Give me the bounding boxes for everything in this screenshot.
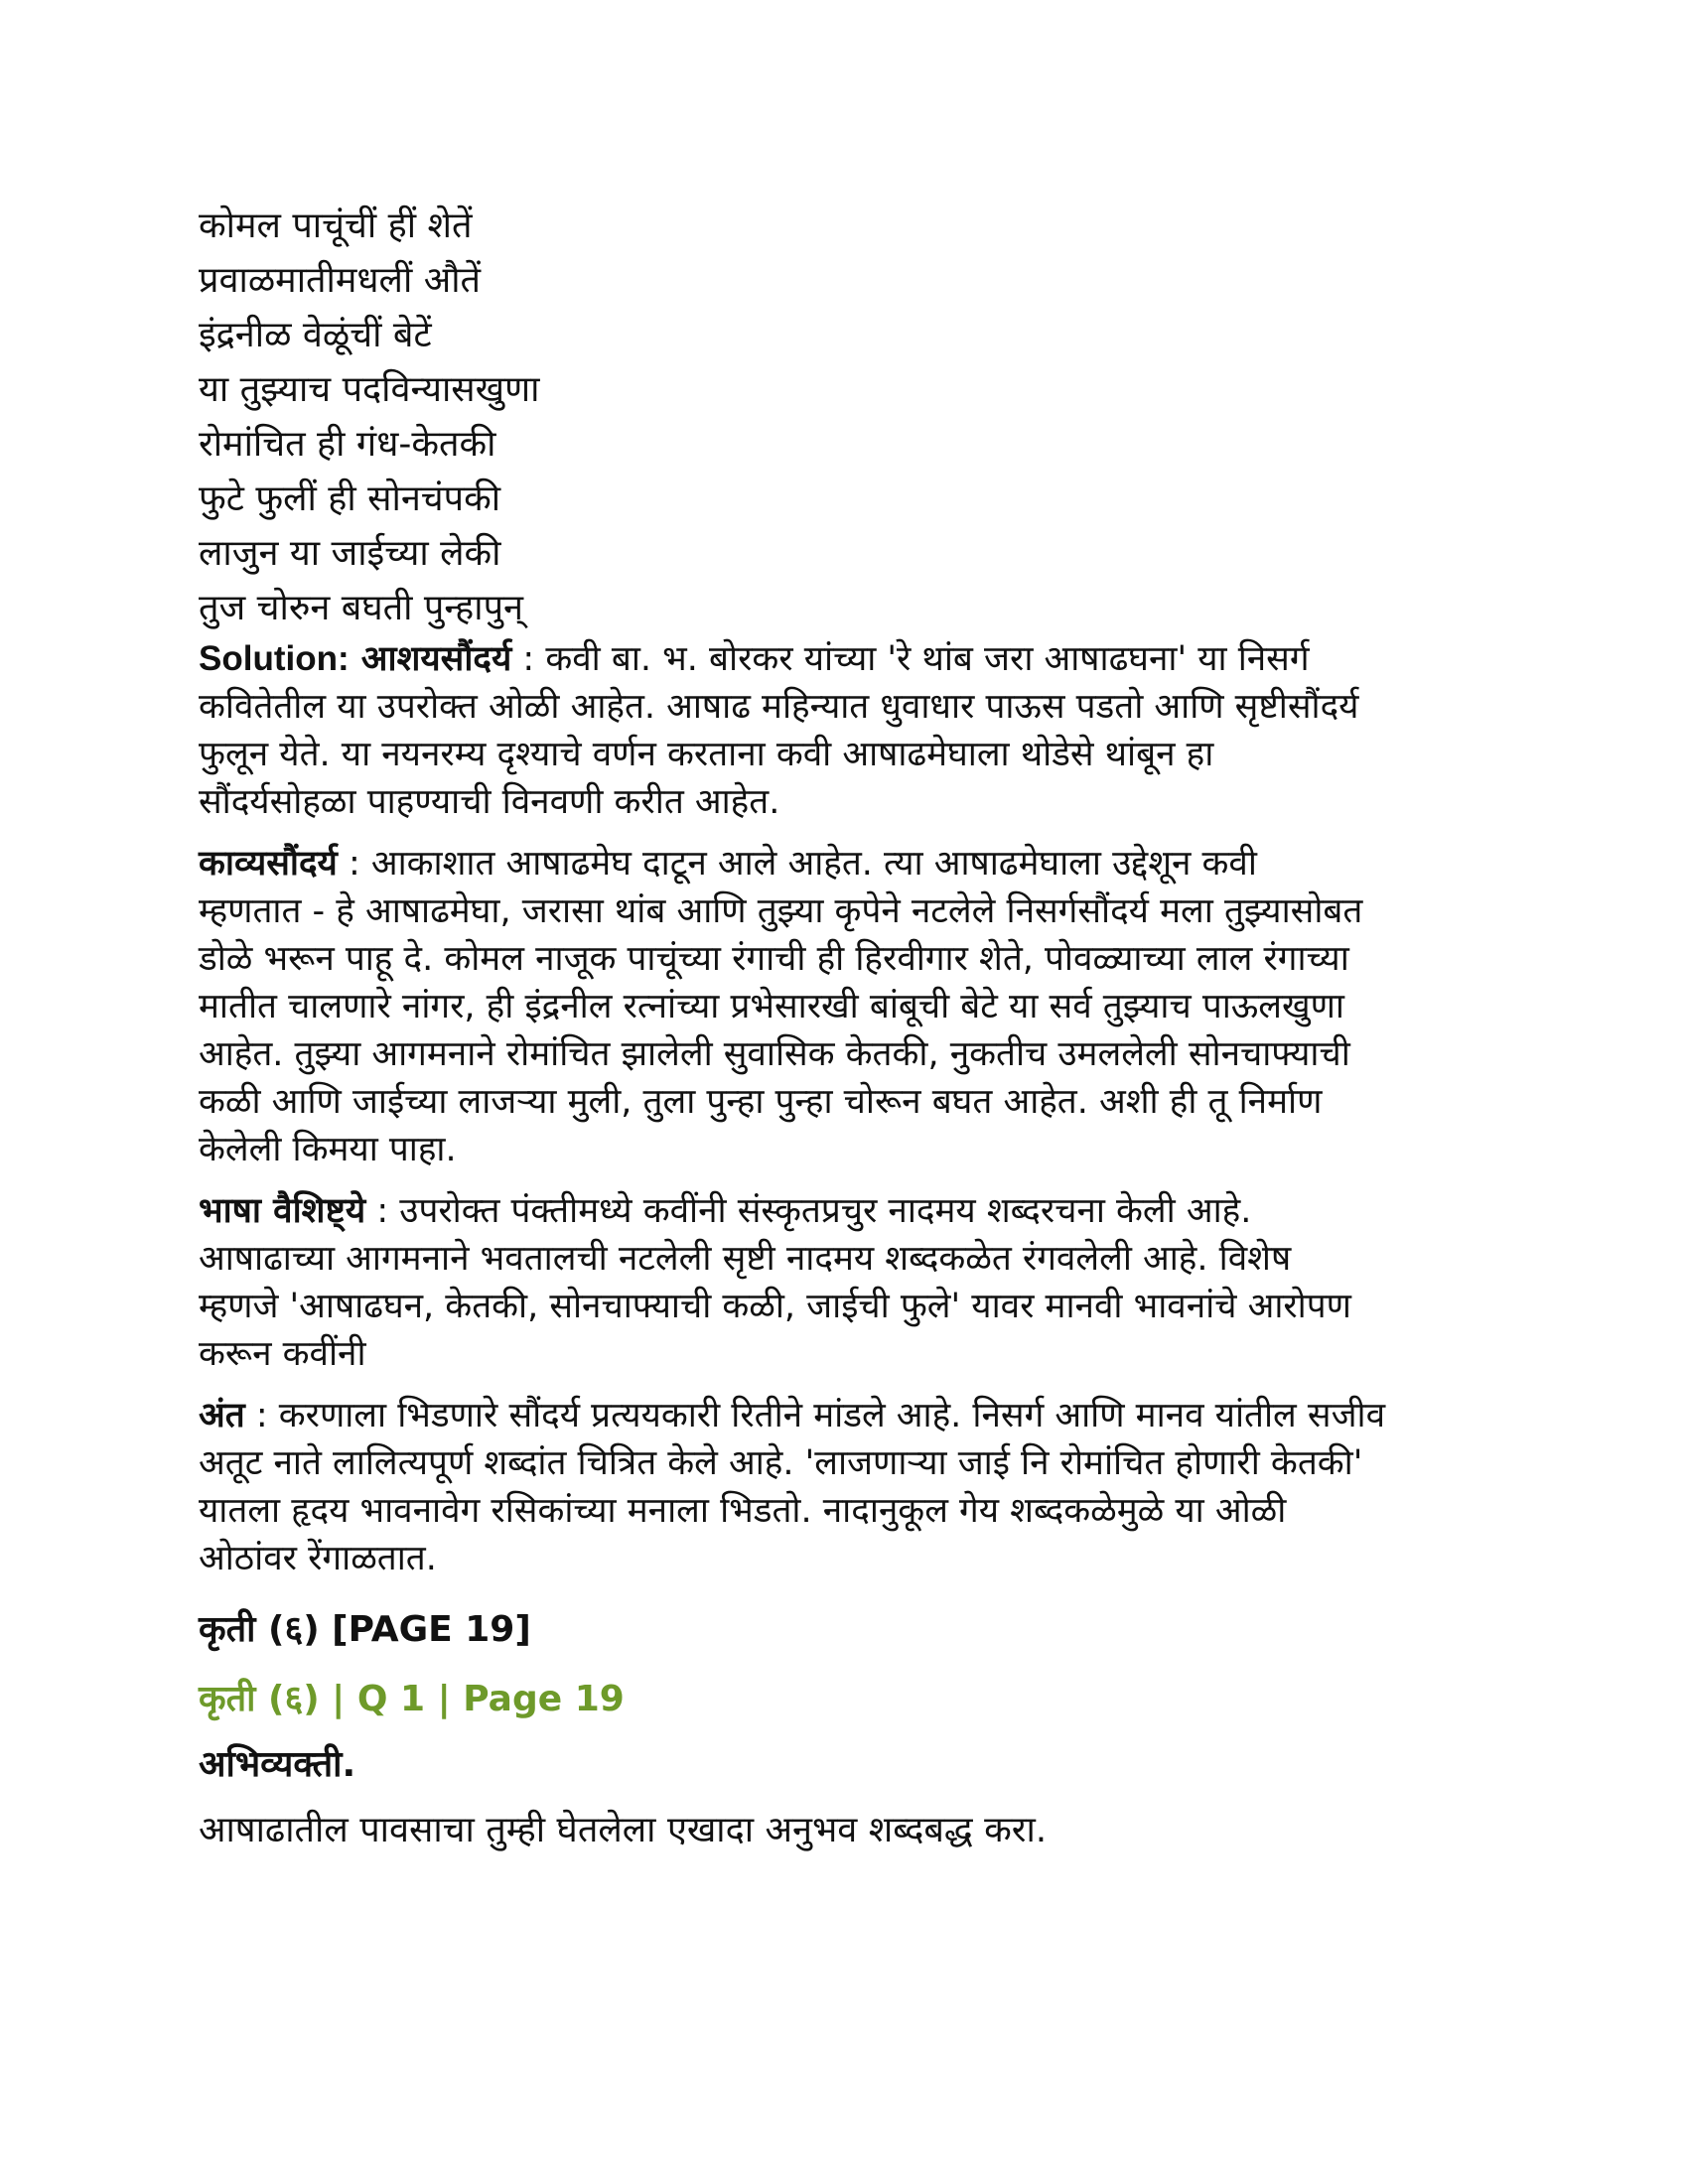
bhasha-label: भाषा वैशिष्ट्ये [199,1191,366,1231]
poem-line: प्रवाळमातीमधलीं औतें [199,260,482,301]
ant-label: अंत [199,1396,245,1435]
poem-line: फुटे फुलीं ही सोनचंपकी [199,478,501,519]
question-title: अभिव्यक्ती. [199,1744,356,1785]
poem-block [199,199,1509,635]
solution-prefix: Solution: [199,639,350,678]
poem-line: इंद्रनीळ वेळूंचीं बेटें [199,315,432,355]
ant-text: : करणाला भिडणारे सौंदर्य प्रत्ययकारी रितीने मांडले आहे. निसर्ग आणि मानव यांतील सजीव अतूट नाते लालित्यपूर्ण शब्दांत चित्रित केले आहे. 'लाजणाऱ्या जाई नि रोमांचित होणारी केतकी' यातला हृदय भावनावेग रसिकांच्या मनाला भिडतो. नादानुकूल गेय शब्दकळेमुळे या ओळी ओठांवर रेंगाळतात. [199,1396,1386,1578]
poem-line: रोमांचित ही गंध-केतकी [199,424,496,465]
poem-line: लाजुन या जाईच्या लेकी [199,533,501,574]
poem-line: कोमल पाचूंचीं हीं शेतें [199,205,473,246]
aashay-label: आशयसौंदर्य [349,639,512,679]
question-text: आषाढातील पावसाचा तुम्ही घेतलेला एखादा अनुभव शब्दबद्ध करा. [199,1810,1048,1850]
bhasha-text: : उपरोक्त पंक्तीमध्ये कवींनी संस्कृतप्रचुर नादमय शब्दरचना केली आहे. आषाढाच्या आगमनाने भवतालची नटलेली सृष्टी नादमय शब्दकळेत रंगवलेली आहे. विशेष म्हणजे 'आषाढघन, केतकी, सोनचाफ्याची कळी, जाईची फुले' यावर मानवी भावनांचे आरोपण करून कवींनी [199,1191,1351,1374]
section-heading: कृती (६) [PAGE 19] [199,1609,531,1650]
aashay-text: : कवी बा. भ. बोरकर यांच्या 'रे थांब जरा आषाढघना' या निसर्ग कवितेतील या उपरोक्त ओळी आहेत. आषाढ महिन्यात धुवाधार पाऊस पडतो आणि सृष्टीसौंदर्य फुलून येते. या नयनरम्य दृश्याचे वर्णन करताना कवी आषाढमेघाला थोडेसे थांबून हा सौंदर्यसोहळा पाहण्याची विनवणी करीत आहेत. [199,639,1359,822]
poem-line: तुज चोरुन बघती पुन्हापुन् [199,588,524,628]
kavya-label: काव्यसौंदर्य [199,844,338,884]
bhasha-paragraph [199,1187,1509,1378]
solution-paragraph [199,635,1509,826]
kavya-paragraph [199,840,1509,1173]
kavya-text: : आकाशात आषाढमेघ दाटून आले आहेत. त्या आषाढमेघाला उद्देशून कवी म्हणतात - हे आषाढमेघा, जरासा थांब आणि तुझ्या कृपेने नटलेले निसर्गसौंदर्य मला तुझ्यासोबत डोळे भरून पाहू दे. कोमल नाजूक पाचूंच्या रंगाची ही हिरवीगार शेते, पोवळ्याच्या लाल रंगाच्या मातीत चालणारे नांगर, ही इंद्रनील रत्नांच्या प्रभेसारखी बांबूची बेटे या सर्व तुझ्याच पाऊलखुणा आहेत. तुझ्या आगमनाने रोमांचित झालेली सुवासिक केतकी, नुकतीच उमललेली सोनचाफ्याची कळी आणि जाईच्या लाजऱ्या मुली, तुला पुन्हा पुन्हा चोरून बघत आहेत. अशी ही तू निर्माण केलेली किमया पाहा. [199,844,1363,1169]
poem-line: या तुझ्याच पदविन्यासखुणा [199,369,540,410]
document-page [199,199,1509,1858]
ant-paragraph [199,1392,1509,1582]
question-link[interactable]: कृती (६) | Q 1 | Page 19 [199,1679,625,1719]
